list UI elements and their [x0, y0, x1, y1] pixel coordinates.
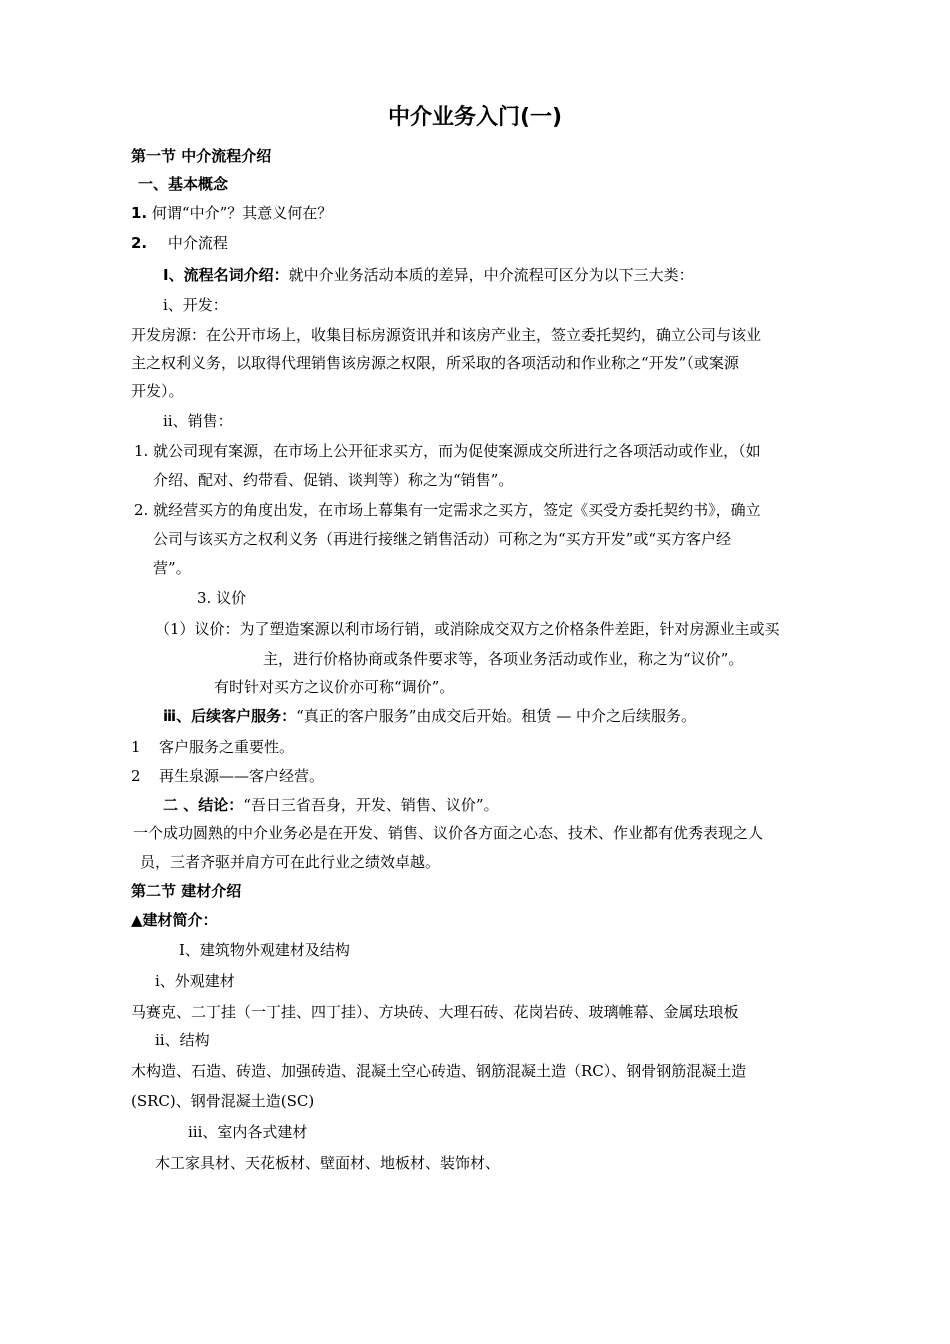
development-line-3: 开发）。	[131, 382, 184, 400]
service-item-1-text: 客户服务之重要性。	[159, 738, 295, 756]
question-2-text: 中介流程	[167, 234, 228, 252]
item-sales-heading: ⅱ、销售：	[163, 412, 233, 430]
exterior-materials-heading: ⅰ、外观建材	[155, 972, 235, 990]
negotiation-line-3: 有时针对买方之议价亦可称“调价”。	[214, 678, 455, 696]
materials-intro: ▲建材简介：	[131, 911, 218, 929]
service-item-1-number: 1	[131, 738, 141, 756]
question-1-number: 1.	[131, 204, 148, 222]
sales-2-line-2: 公司与该买方之权利义务（再进行接继之销售活动）可称之为“买方开发”或“买方客户经	[153, 530, 732, 548]
sales-2-line-3: 营”。	[153, 559, 191, 577]
conclusion-paragraph	[163, 795, 499, 815]
structure-list-line-1: 木构造、石造、砖造、加强砖造、混凝土空心砖造、钢筋混凝土造（RC）、钢骨钢筋混凝土造	[131, 1062, 747, 1080]
structure-list-line-2: (SRC)、钢骨混凝土造(SC)	[131, 1092, 315, 1110]
question-2	[131, 233, 228, 253]
flow-terms-label: Ⅰ、流程名词介绍：	[163, 266, 289, 284]
conclusion-body-line-1: 一个成功圆熟的中介业务必是在开发、销售、议价各方面之心态、技术、作业都有优秀表现之人	[133, 824, 764, 842]
conclusion-text: “吾日三省吾身，开发、销售、议价”。	[243, 796, 499, 814]
subsection-basic-concepts: 一、基本概念	[138, 175, 229, 193]
after-service-text: “真正的客户服务”由成交后开始。租赁 — 中介之后续服务。	[296, 707, 696, 725]
question-1-text: 何谓“中介”？其意义何在？	[151, 204, 333, 222]
flow-terms-text: 就中介业务活动本质的差异，中介流程可区分为以下三大类：	[288, 266, 694, 284]
development-line-2: 主之权利义务，以取得代理销售该房源之权限，所采取的各项活动和作业称之“开发”（或案源	[131, 354, 739, 372]
after-service-label: ⅲ、后续客户服务：	[163, 707, 297, 725]
conclusion-label: 二 、结论：	[163, 796, 244, 814]
service-item-2	[131, 766, 325, 786]
after-service-paragraph	[163, 706, 696, 726]
sales-2-line-1: 2. 就经营买方的角度出发，在市场上幕集有一定需求之买方，签定《买受方委托契约书》，确立	[134, 501, 761, 519]
service-item-1	[131, 737, 295, 757]
structure-heading: ⅱ、结构	[155, 1031, 210, 1049]
flow-terms-paragraph	[163, 265, 694, 285]
sales-1-line-2: 介绍、配对、约带看、促销、谈判等）称之为“销售”。	[153, 471, 514, 489]
development-line-1: 开发房源：在公开市场上，收集目标房源资讯并和该房产业主，签立委托契约，确立公司与该业	[131, 326, 762, 344]
negotiation-line-2: 主，进行价格协商或条件要求等，各项业务活动或作业，称之为“议价”。	[263, 650, 744, 668]
conclusion-body-line-2: 员，三者齐驱并肩方可在此行业之绩效卓越。	[140, 853, 441, 871]
section-2-heading: 第二节 建材介绍	[131, 882, 242, 900]
service-item-2-number: 2	[131, 767, 141, 785]
question-1	[131, 203, 332, 223]
question-2-number: 2.	[131, 234, 148, 252]
document-title: 中介业务入门(一)	[387, 105, 563, 130]
exterior-materials-list: 马赛克、二丁挂（一丁挂、四丁挂）、方块砖、大理石砖、花岗岩砖、玻璃帷幕、金属珐琅板	[131, 1003, 739, 1021]
interior-materials-list: 木工家具材、天花板材、壁面材、地板材、装饰材、	[155, 1154, 501, 1172]
interior-materials-heading: ⅲ、室内各式建材	[188, 1123, 308, 1141]
sales-1-line-1: 1. 就公司现有案源，在市场上公开征求买方，而为促使案源成交所进行之各项活动或作业，（如	[134, 442, 761, 460]
service-item-2-text: 再生泉源——客户经营。	[159, 767, 325, 785]
negotiation-heading: 3. 议价	[197, 589, 247, 607]
section-1-heading: 第一节 中介流程介绍	[131, 147, 272, 165]
exterior-structure-heading: Ⅰ、建筑物外观建材及结构	[179, 941, 350, 959]
negotiation-line-1: （1）议价：为了塑造案源以利市场行销，或消除成交双方之价格条件差距，针对房源业主或买	[155, 620, 780, 638]
item-development-heading: ⅰ、开发：	[163, 296, 228, 314]
